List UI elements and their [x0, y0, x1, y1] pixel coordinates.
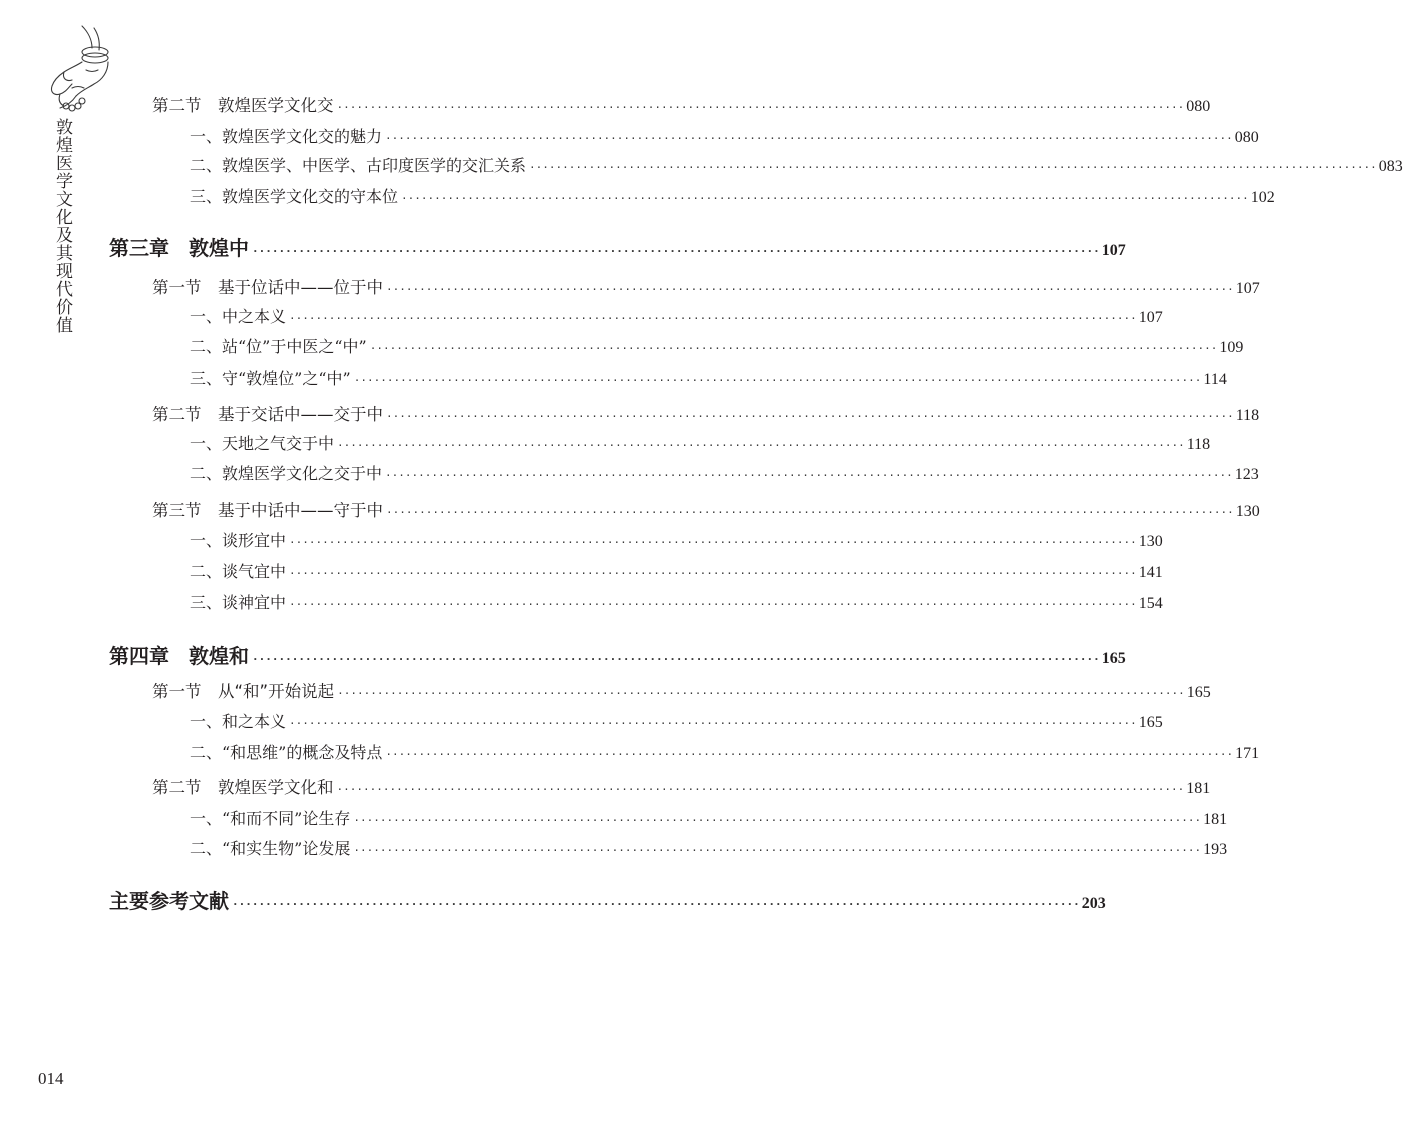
dot-leader: ································································································································ — [289, 536, 1137, 549]
toc-entry-page: 118 — [1235, 407, 1260, 424]
toc-item-entry — [190, 740, 1260, 763]
toc-entry-title: 一、中之本义 — [190, 307, 287, 326]
toc-entry-page: 080 — [1186, 98, 1211, 115]
toc-entry-page: 083 — [1378, 158, 1403, 175]
dot-leader: ································································································································ — [385, 132, 1233, 145]
dot-leader: ································································································································ — [336, 783, 1185, 796]
dot-leader: ································································································································ — [232, 898, 1080, 911]
running-title: 敦煌医学文化及其现代价值 — [52, 118, 72, 334]
toc-entry-page: 109 — [1219, 339, 1244, 356]
toc-item-entry — [190, 366, 1227, 389]
toc-item-entry — [190, 153, 1403, 176]
toc-entry-page: 130 — [1235, 503, 1260, 520]
toc-item-entry — [190, 836, 1228, 859]
toc-entry-title: 一、天地之气交于中 — [190, 434, 335, 453]
toc-entry-title: 第三节 基于中话中——守于中 — [152, 501, 383, 520]
hand-ornament-icon — [42, 22, 114, 114]
toc-item-entry — [190, 304, 1163, 327]
toc-entry-page: 193 — [1203, 841, 1228, 858]
toc-item-entry — [190, 431, 1211, 454]
toc-entry-title: 三、谈神宜中 — [190, 593, 287, 612]
toc-section-entry — [152, 92, 1211, 116]
dot-leader: ································································································································ — [353, 374, 1202, 387]
toc-entry-title: 三、守“敦煌位”之“中” — [190, 369, 351, 388]
toc-entry-page: 107 — [1101, 242, 1126, 259]
toc-entry-title: 三、敦煌医学文化交的守本位 — [190, 187, 399, 206]
toc-entry-title: 第二节 敦煌医学文化和 — [152, 778, 334, 797]
toc-chapter-entry — [109, 885, 1106, 914]
dot-leader: ································································································································ — [289, 598, 1137, 611]
dot-leader: ································································································································ — [289, 567, 1137, 580]
toc-entry-page: 114 — [1203, 371, 1227, 388]
toc-item-entry — [190, 334, 1244, 357]
dot-leader: ································································································································ — [337, 439, 1185, 452]
toc-entry-page: 123 — [1234, 466, 1259, 483]
toc-entry-page: 165 — [1186, 684, 1211, 701]
dot-leader: ································································································································ — [529, 161, 1377, 174]
toc-entry-page: 102 — [1250, 189, 1275, 206]
toc-item-entry — [190, 806, 1228, 829]
toc-entry-title: 二、敦煌医学文化之交于中 — [190, 464, 383, 483]
toc-entry-title: 第二节 基于交话中——交于中 — [152, 405, 383, 424]
dot-leader: ································································································································ — [386, 283, 1234, 296]
toc-section-entry — [152, 497, 1260, 521]
toc-entry-title: 主要参考文献 — [109, 889, 229, 913]
toc-entry-title: 二、站“位”于中医之“中” — [190, 337, 367, 356]
toc-item-entry — [190, 590, 1163, 613]
toc-entry-page: 203 — [1081, 895, 1106, 912]
toc-entry-title: 二、谈气宜中 — [190, 562, 287, 581]
toc-entry-title: 一、和之本义 — [190, 712, 287, 731]
dot-leader: ································································································································ — [252, 245, 1100, 258]
dot-leader: ································································································································ — [386, 410, 1234, 423]
toc-entry-page: 080 — [1234, 129, 1259, 146]
toc-entry-page: 118 — [1186, 436, 1211, 453]
toc-item-entry — [190, 124, 1259, 147]
toc-entry-title: 二、敦煌医学、中医学、古印度医学的交汇关系 — [190, 156, 527, 175]
toc-entry-page: 141 — [1138, 564, 1163, 581]
toc-item-entry — [190, 528, 1163, 551]
dot-leader: ································································································································ — [369, 342, 1218, 355]
toc-entry-page: 165 — [1101, 650, 1126, 667]
dot-leader: ································································································································ — [252, 653, 1100, 666]
dot-leader: ································································································································ — [353, 844, 1202, 857]
toc-section-entry — [152, 678, 1211, 702]
toc-entry-title: 第二节 敦煌医学文化交 — [152, 96, 334, 115]
toc-entry-page: 165 — [1138, 714, 1163, 731]
dot-leader: ································································································································ — [401, 192, 1249, 205]
toc-entry-title: 一、敦煌医学文化交的魅力 — [190, 127, 383, 146]
dot-leader: ································································································································ — [386, 506, 1234, 519]
dot-leader: ································································································································ — [385, 748, 1234, 761]
toc-section-entry — [152, 774, 1211, 798]
toc-entry-page: 130 — [1138, 533, 1163, 550]
toc-item-entry — [190, 559, 1163, 582]
toc-item-entry — [190, 709, 1163, 732]
toc-section-entry — [152, 274, 1260, 298]
toc-entry-title: 第四章 敦煌和 — [109, 644, 249, 668]
toc-chapter-entry — [109, 232, 1126, 261]
dot-leader: ································································································································ — [353, 814, 1202, 827]
page-number: 014 — [38, 1069, 64, 1088]
toc-entry-title: 第一节 基于位话中——位于中 — [152, 278, 383, 297]
toc-entry-title: 一、谈形宜中 — [190, 531, 287, 550]
dot-leader: ································································································································ — [385, 469, 1233, 482]
toc-section-entry — [152, 401, 1260, 425]
toc-entry-page: 107 — [1138, 309, 1163, 326]
toc-entry-title: 第三章 敦煌中 — [109, 236, 249, 260]
toc-entry-title: 二、“和实生物”论发展 — [190, 839, 351, 858]
toc-entry-title: 一、“和而不同”论生存 — [190, 809, 351, 828]
toc-entry-page: 181 — [1186, 780, 1211, 797]
dot-leader: ································································································································ — [289, 717, 1137, 730]
toc-item-entry — [190, 461, 1259, 484]
toc-entry-page: 154 — [1138, 595, 1163, 612]
toc-entry-page: 171 — [1235, 745, 1260, 762]
dot-leader: ································································································································ — [289, 312, 1137, 325]
dot-leader: ································································································································ — [337, 687, 1185, 700]
toc-entry-title: 二、“和思维”的概念及特点 — [190, 743, 383, 762]
toc-chapter-entry — [109, 640, 1126, 669]
toc-item-entry — [190, 184, 1275, 207]
toc-entry-page: 181 — [1203, 811, 1228, 828]
toc-entry-page: 107 — [1235, 280, 1260, 297]
dot-leader: ································································································································ — [336, 101, 1185, 114]
toc-entry-title: 第一节 从“和”开始说起 — [152, 682, 335, 701]
